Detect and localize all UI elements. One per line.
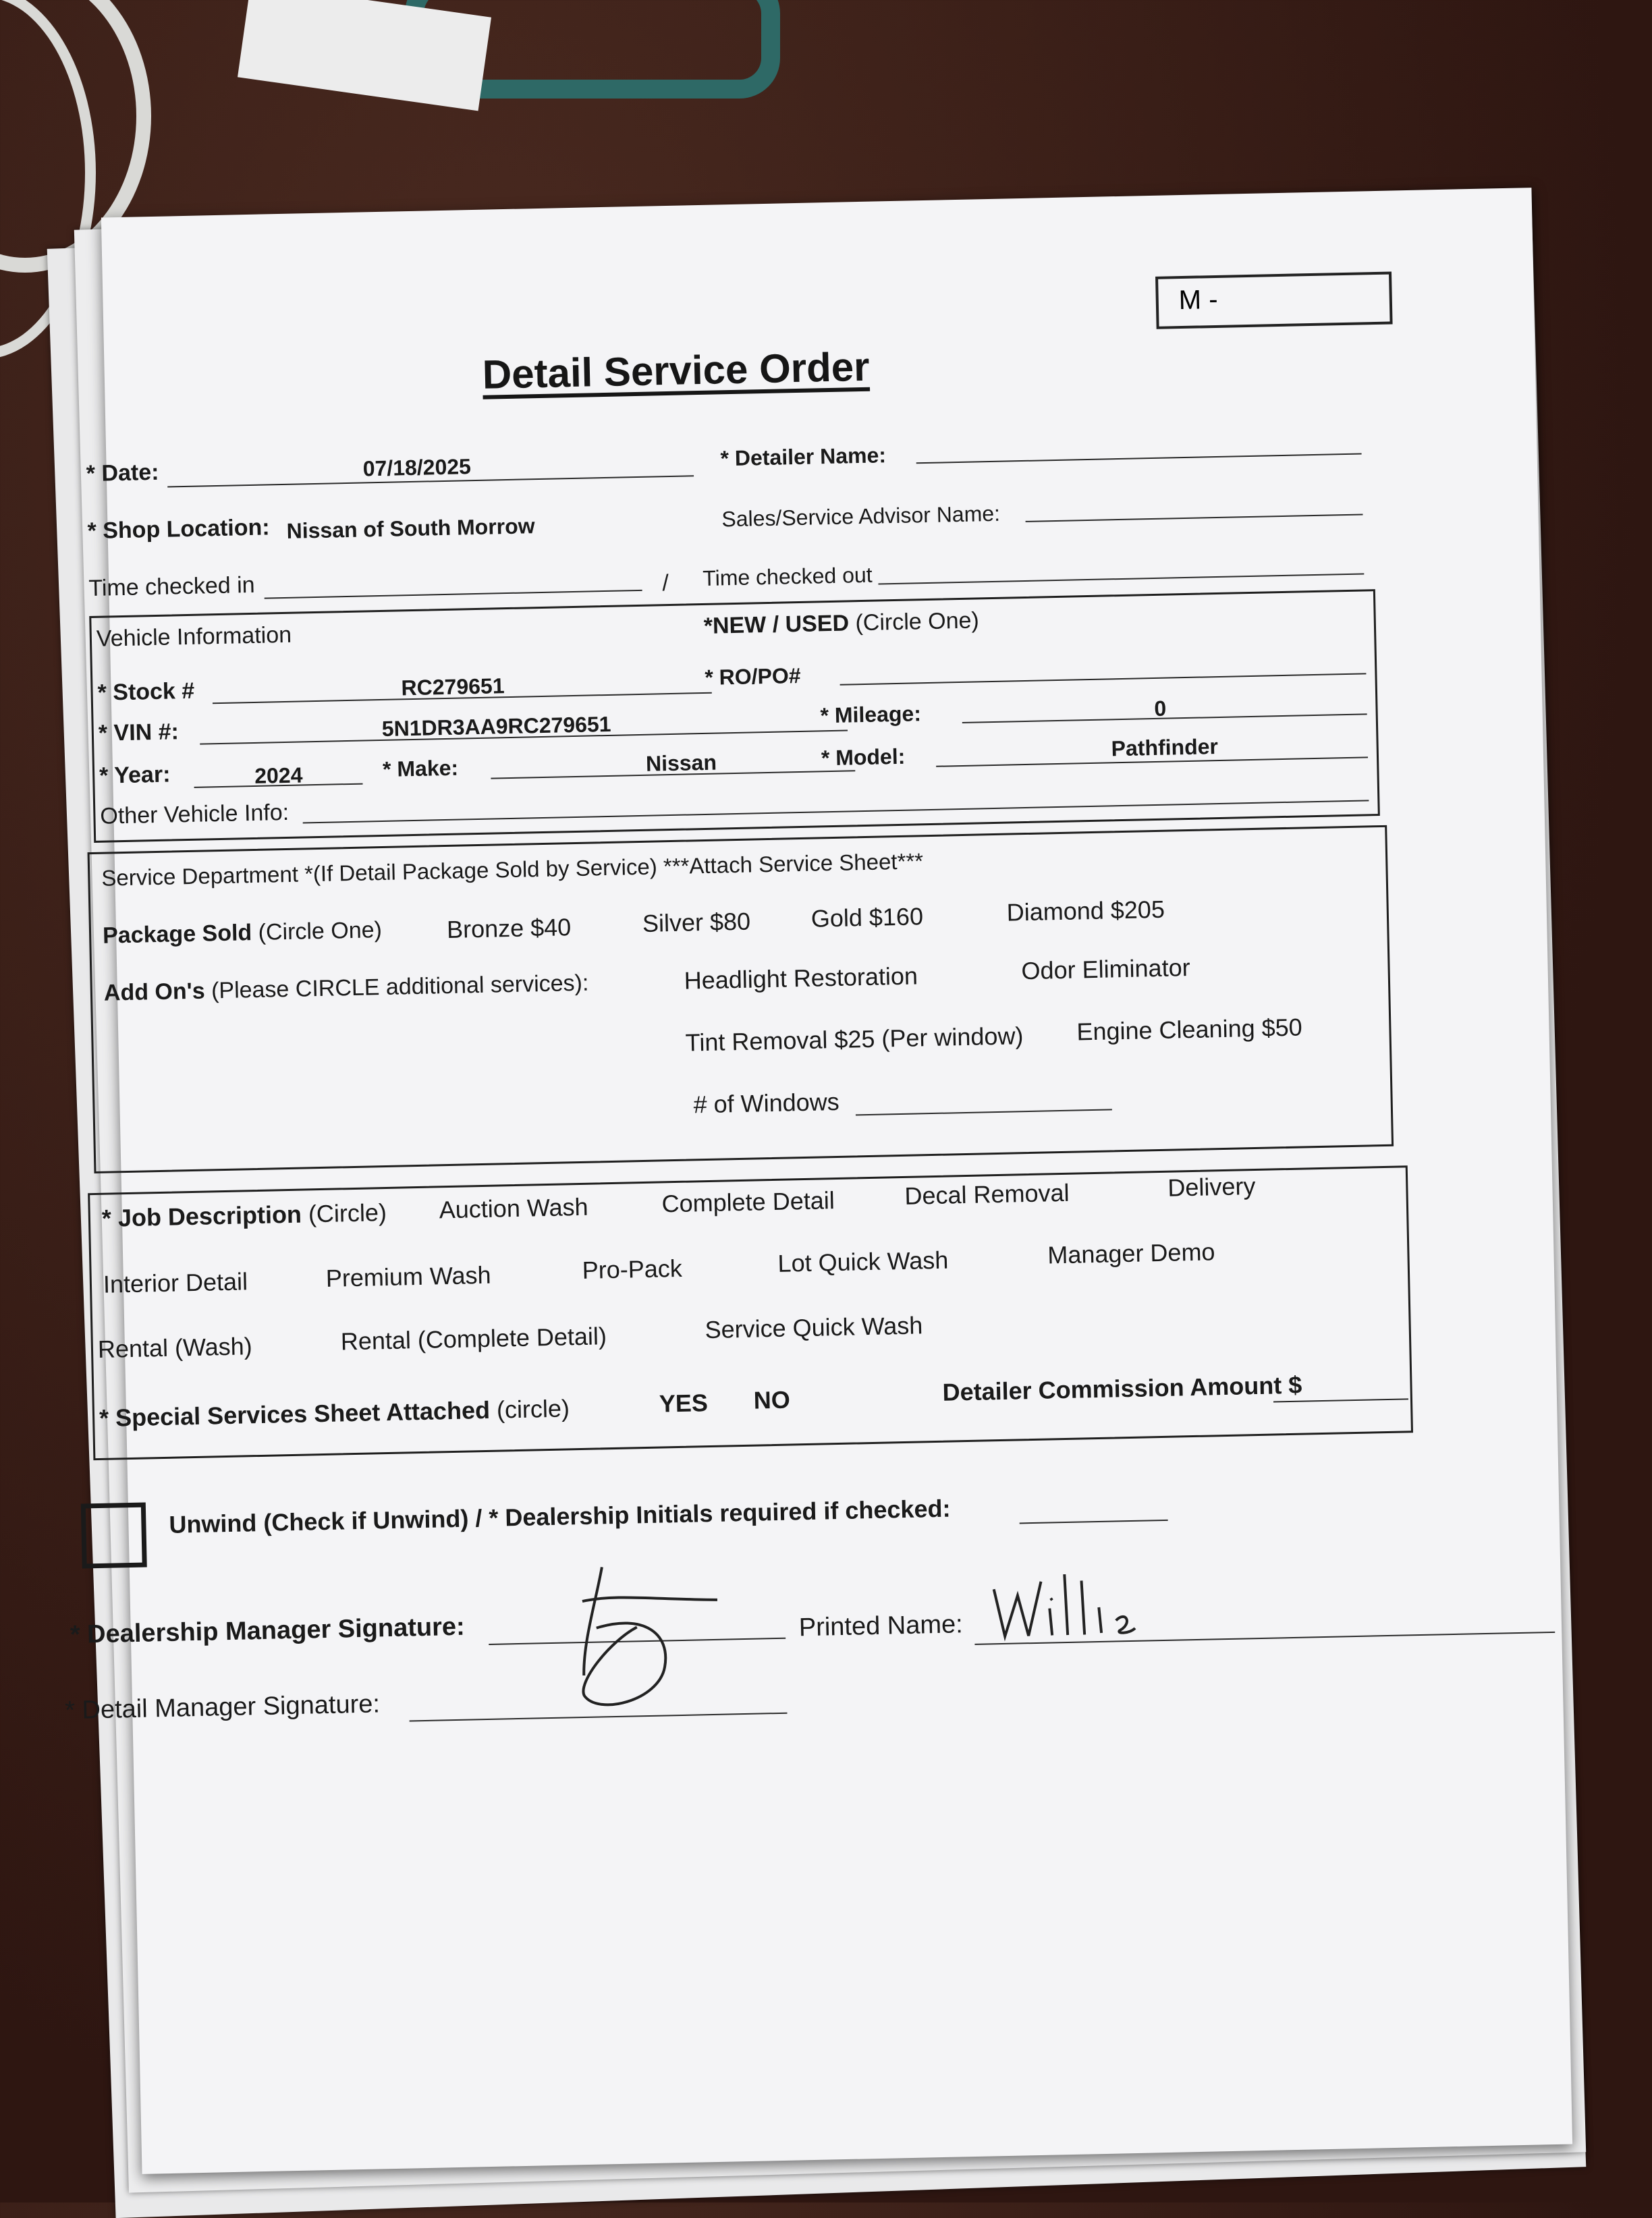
job-interior-detail[interactable]: Interior Detail — [103, 1267, 248, 1298]
m-number-label: M - — [1178, 284, 1218, 316]
job-hint: (Circle) — [308, 1198, 387, 1228]
unwind-initials-line[interactable] — [1020, 1520, 1168, 1524]
form-title: Detail Service Order — [482, 343, 871, 397]
service-header: Service Department *(If Detail Package Sold by Service) ***Attach Service Sheet*** — [101, 848, 924, 891]
job-delivery[interactable]: Delivery — [1167, 1172, 1256, 1202]
year-label: * Year: — [99, 761, 171, 789]
model-value: Pathfinder — [1111, 734, 1219, 761]
job-rental-complete[interactable]: Rental (Complete Detail) — [340, 1322, 607, 1356]
detailer-name-label: * Detailer Name: — [720, 443, 887, 471]
job-auction-wash[interactable]: Auction Wash — [439, 1192, 588, 1224]
special-no[interactable]: NO — [753, 1385, 791, 1414]
addon-engine-cleaning[interactable]: Engine Cleaning $50 — [1076, 1013, 1303, 1046]
printed-name-handwriting — [987, 1566, 1136, 1651]
package-gold[interactable]: Gold $160 — [810, 902, 924, 933]
special-yes[interactable]: YES — [659, 1389, 709, 1418]
addon-tint-removal[interactable]: Tint Removal $25 (Per window) — [685, 1022, 1024, 1057]
make-label: * Make: — [382, 755, 459, 781]
addon-headlight[interactable]: Headlight Restoration — [684, 962, 918, 995]
job-rental-wash[interactable]: Rental (Wash) — [97, 1332, 253, 1363]
job-lot-quick-wash[interactable]: Lot Quick Wash — [777, 1246, 949, 1277]
mileage-value: 0 — [1154, 696, 1167, 721]
date-value: 07/18/2025 — [362, 454, 472, 481]
new-used-text: *NEW / USED — [703, 610, 850, 639]
year-value: 2024 — [254, 763, 303, 788]
dealership-signature — [555, 1557, 761, 1717]
detail-sig-label: * Detail Manager Signature: — [64, 1690, 381, 1725]
job-pro-pack[interactable]: Pro-Pack — [582, 1254, 683, 1284]
vin-value: 5N1DR3AA9RC279651 — [381, 711, 611, 741]
mileage-label: * Mileage: — [820, 701, 922, 728]
m-number-box — [1155, 271, 1393, 329]
package-diamond[interactable]: Diamond $205 — [1006, 895, 1165, 926]
commission-label: Detailer Commission Amount $ — [942, 1370, 1302, 1406]
package-text: Package Sold — [102, 920, 252, 949]
ro-label: * RO/PO# — [704, 663, 801, 690]
job-service-quick-wash[interactable]: Service Quick Wash — [705, 1311, 923, 1344]
paper-corner — [238, 0, 491, 111]
job-complete-detail[interactable]: Complete Detail — [661, 1186, 835, 1218]
time-in-label: Time checked in — [88, 572, 256, 602]
date-label: * Date: — [86, 459, 159, 487]
time-separator: / — [661, 570, 669, 597]
shop-location-label: * Shop Location: — [87, 514, 271, 545]
other-info-label: Other Vehicle Info: — [100, 799, 290, 829]
model-label: * Model: — [821, 744, 906, 771]
job-label — [101, 1198, 387, 1233]
advisor-line[interactable] — [1026, 514, 1363, 522]
job-premium-wash[interactable]: Premium Wash — [325, 1260, 491, 1292]
package-hint: (Circle One) — [258, 917, 383, 945]
detail-service-order-form — [64, 188, 1572, 2174]
stock-label: * Stock # — [97, 677, 195, 706]
time-out-label: Time checked out — [702, 562, 873, 590]
dealership-sig-label: * Dealership Manager Signature: — [70, 1612, 466, 1649]
unwind-label — [169, 1495, 951, 1539]
time-in-line[interactable] — [265, 590, 642, 599]
windows-label: # of Windows — [693, 1087, 840, 1119]
job-text: * Job Description — [101, 1200, 302, 1232]
time-out-line[interactable] — [878, 573, 1364, 584]
make-value: Nissan — [645, 750, 717, 776]
addon-odor[interactable]: Odor Eliminator — [1021, 953, 1191, 985]
package-silver[interactable]: Silver $80 — [642, 907, 751, 937]
job-manager-demo[interactable]: Manager Demo — [1047, 1238, 1215, 1269]
unwind-checkbox[interactable] — [81, 1503, 147, 1569]
addons-text: Add On's — [103, 978, 206, 1006]
vin-label: * VIN #: — [98, 719, 180, 746]
advisor-label: Sales/Service Advisor Name: — [721, 501, 1001, 532]
unwind-text: Unwind — [169, 1509, 257, 1538]
new-used-hint: (Circle One) — [855, 607, 980, 636]
addons-hint: (Please CIRCLE additional services): — [211, 970, 589, 1004]
stock-value: RC279651 — [401, 673, 505, 700]
job-decal-removal[interactable]: Decal Removal — [904, 1178, 1070, 1210]
detailer-name-line[interactable] — [916, 453, 1362, 464]
vehicle-info-label: Vehicle Information — [96, 621, 292, 652]
shop-location-value: Nissan of South Morrow — [286, 514, 535, 543]
printed-name-label: Printed Name: — [798, 1610, 964, 1642]
package-bronze[interactable]: Bronze $40 — [446, 913, 572, 944]
special-services-hint: (circle) — [496, 1394, 570, 1424]
unwind-hint: (Check if Unwind) / * Dealership Initials required if checked: — [263, 1494, 951, 1536]
special-services-text: * Special Services Sheet Attached — [99, 1395, 491, 1432]
